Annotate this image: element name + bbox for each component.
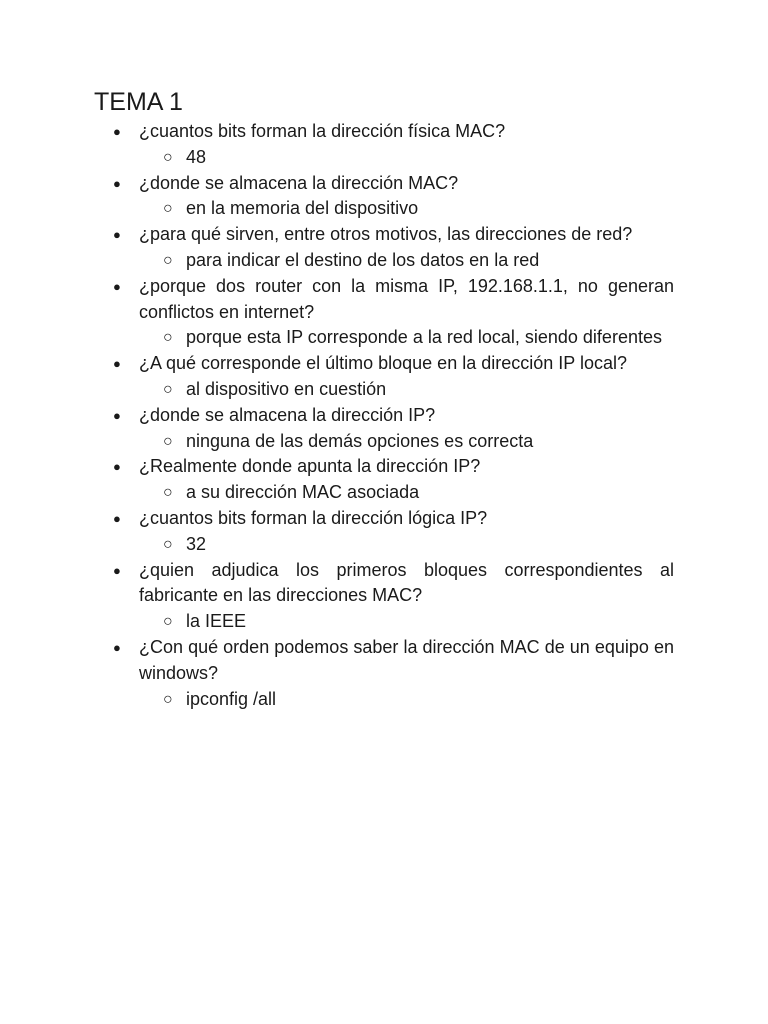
question-item [0,119,674,171]
question-text: ¿porque dos router con la misma IP, 192.168.1.1, no generan conflictos en internet? [139,275,674,322]
answer-text: a su dirección MAC asociada [186,482,420,503]
answer-text: 48 [186,146,207,167]
answer-list [139,248,674,274]
hollow-bullet-icon: ○ [163,200,173,218]
question-item [0,454,674,506]
answer-list [139,609,674,635]
question-item [0,635,674,712]
answer-text: al dispositivo en cuestión [186,378,387,399]
answer-text: en la memoria del dispositivo [186,198,419,219]
hollow-bullet-icon: ○ [163,148,173,166]
question-list [0,119,768,712]
question-text: ¿donde se almacena la dirección IP? [139,404,436,425]
hollow-bullet-icon: ○ [163,690,173,708]
answer-item [163,196,674,222]
question-item [0,558,674,635]
hollow-bullet-icon: ○ [163,432,173,450]
page-title: TEMA 1 [94,88,183,116]
question-item [0,274,674,351]
filled-bullet-icon: ● [113,459,121,475]
answer-item [163,687,674,713]
filled-bullet-icon: ● [113,227,121,243]
filled-bullet-icon: ● [113,278,121,294]
filled-bullet-icon: ● [113,562,121,578]
question-item [0,506,674,558]
filled-bullet-icon: ● [113,407,121,423]
question-text: ¿donde se almacena la dirección MAC? [139,172,459,193]
question-text: ¿cuantos bits forman la dirección física MAC? [139,121,506,141]
filled-bullet-icon: ● [113,510,121,526]
answer-item [163,325,674,351]
answer-list [139,145,674,171]
answer-list [139,532,674,558]
question-item [0,222,674,274]
question-item [0,351,674,403]
answer-list [139,325,674,351]
answer-item [163,532,674,558]
question-text: ¿Realmente donde apunta la dirección IP? [139,456,481,477]
hollow-bullet-icon: ○ [163,329,173,347]
answer-item [163,248,674,274]
answer-list [139,196,674,222]
answer-item [163,377,674,403]
question-item [0,403,674,455]
answer-text: 32 [186,533,207,554]
answer-list [139,687,674,713]
answer-text: la IEEE [186,611,247,632]
question-text: ¿quien adjudica los primeros bloques correspondientes al fabricante en las direcciones MAC? [139,559,674,606]
answer-list [139,429,674,455]
answer-list [139,377,674,403]
filled-bullet-icon: ● [113,639,121,655]
question-text: ¿A qué corresponde el último bloque en la dirección IP local? [139,353,627,374]
filled-bullet-icon: ● [113,175,121,191]
question-text: ¿Con qué orden podemos saber la dirección MAC de un equipo en windows? [139,636,674,683]
hollow-bullet-icon: ○ [163,613,173,631]
question-item [0,171,674,223]
answer-item [163,429,674,455]
answer-text: porque esta IP corresponde a la red local, siendo diferentes [186,327,662,348]
answer-text: ninguna de las demás opciones es correcta [186,430,534,451]
answer-text: para indicar el destino de los datos en la red [186,249,540,270]
hollow-bullet-icon: ○ [163,251,173,269]
answer-item [163,145,674,171]
filled-bullet-icon: ● [113,356,121,372]
answer-text: ipconfig /all [186,688,277,709]
answer-item [163,609,674,635]
answer-item [163,480,674,506]
answer-list [139,480,674,506]
hollow-bullet-icon: ○ [163,380,173,398]
question-text: ¿para qué sirven, entre otros motivos, las direcciones de red? [139,224,633,245]
filled-bullet-icon: ● [113,124,121,139]
hollow-bullet-icon: ○ [163,535,173,553]
question-text: ¿cuantos bits forman la dirección lógica IP? [139,507,488,528]
hollow-bullet-icon: ○ [163,484,173,502]
